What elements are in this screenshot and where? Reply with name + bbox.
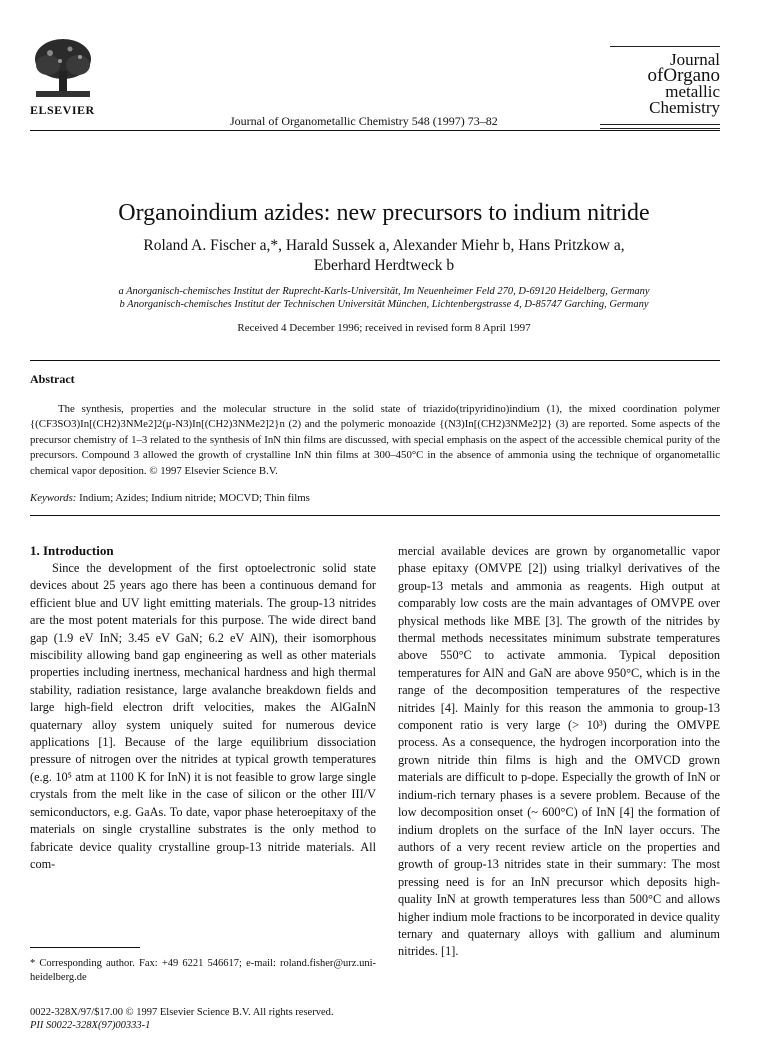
section-heading: 1. Introduction [30,543,114,558]
header-rule [600,124,720,125]
affiliation-b: b Anorganisch-chemisches Institut der Technischen Universität München, Lichtenbergstrasse 4, D-85747 Garching, Germany [119,299,649,310]
authors-line: Eberhard Herdtweck b [313,257,455,274]
abstract-text: The synthesis, properties and the molecular structure in the solid state of triazido(tripyridino)indium (1), the mixed coordination polymer {(CF3SO3)In[(CH2)3NMe2]2(μ-N3)In[(CH2)3NMe2]2}n (2) and the polymeric monoazide {(N3)In[(CH2)3NMe2]2} (3) are reported. Some aspects of the precursor chemistry of 1–3 related to the synthesis of InN thin films are discussed, with special emphasis on the aspect of the accessible chemical purity of the precursors. Compound 3 allowed the growth of crystalline InN thin films at 300–450°C in the absence of ammonia using the technique of organometallic chemical vapor deposition. © 1997 Elsevier Science B.V. [30,403,720,477]
journal-logo-line: ofOrgano [647,65,720,86]
header-rule [600,128,720,129]
abstract-top-rule [30,360,720,361]
copyright-line: 0022-328X/97/$17.00 © 1997 Elsevier Science B.V. All rights reserved. [30,1007,334,1018]
abstract-bottom-rule [30,515,720,516]
journal-logo [610,52,720,116]
article-title: Organoindium azides: new precursors to indium nitride [118,200,650,226]
left-column [30,560,376,873]
publisher-name: ELSEVIER [30,103,95,117]
journal-logo-line: Chemistry [649,98,720,117]
abstract-heading: Abstract [30,372,75,386]
pii-line: PII S0022-328X(97)00333-1 [30,1020,151,1031]
keywords [30,492,310,504]
keywords-list: Indium; Azides; Indium nitride; MOCVD; Thin films [79,492,310,504]
keywords-label: Keywords: [30,492,77,504]
journal-citation: Journal of Organometallic Chemistry 548 (1997) 73–82 [230,114,498,128]
received-dates: Received 4 December 1996; received in revised form 8 April 1997 [237,322,531,334]
footnote-rule [30,947,140,948]
authors-line: Roland A. Fischer a,*, Harald Sussek a, Alexander Miehr b, Hans Pritzkow a, [143,237,625,254]
right-column [398,543,720,961]
corresponding-author-footnote: * Corresponding author. Fax: +49 6221 546617; e-mail: roland.fisher@urz.uni-heidelberg.de [30,958,376,983]
affiliation-a: a Anorganisch-chemisches Institut der Ruprecht-Karls-Universität, Im Neuenheimer Feld 270, D-69120 Heidelberg, Germany [118,286,650,297]
affiliations [40,285,728,311]
journal-logo-line: Journal [669,50,720,69]
journal-logo-line: metallic [665,82,720,101]
body-paragraph: mercial available devices are grown by organometallic vapor phase epitaxy (OMVPE [2]) using trialkyl derivatives of the group-13 metals and ammonia as reagents. High output at comparably low costs are the main advantages of OMVPE over physical methods like MBE [3]. The growth of the nitrides by thermal methods necessitates minimum substrate temperatures above 550°C to activate ammonia. Typical deposition temperatures for AlN and GaN are above 950°C, which is in the range of the decomposition temperatures of the respective nitrides [4]. Mainly for this reason the ammonia to group-13 component ratio is very large (> 10³) during the OMVPE process. As a consequence, the hydrogen incorporation into the grown nitride thin films is high and the OMVCD grown materials are difficult to p-dope. Especially the growth of InN or indium-rich ternary phases is a severe problem. Because of the low decomposition onset (~ 600°C) of InN [4] the formation of indium droplets on the surface of the InN layer occurs. The authors of a very recent review article on the properties and growth of group-13 nitrides state in their summary: The most pressing need is for an InN precursor which deposits high-quality InN at growth temperatures less than 500°C and allows higher indium mole fractions to be incorporated in device quality ternary and quaternary alloys with gallium and aluminum nitrides. [1]. [398,544,720,959]
body-paragraph: Since the development of the first optoelectronic solid state devices about 25 years ago there has been a continuous demand for efficient blue and UV light emitting materials. The group-13 nitrides are the most potent materials for this purpose. The wide direct band gap (1.9 eV InN; 3.45 eV GaN; 6.2 eV AlN), their isomorphous miscibility allowing band gap engineering as well as other materials properties including inertness, mechanical hardness and high thermal stability, radiation resistance, large avalanche breakdown fields and large high-field electron drift velocities, makes the AlGaInN quaternary alloy system uniquely suited for numerous device applications [1]. Because of the large equilibrium dissociation pressure of nitrogen over the nitrides at typical growth temperatures (e.g. 10⁵ atm at 1100 K for InN) it is not feasible to grow large single crystals from the melt like in the case of silicon or the other III/V semiconductors, e.g. GaAs. To date, vapor phase heteroepitaxy of the materials on single crystalline substrates is the only method to fabricate device quality crystalline group-13 nitride materials. All com- [30,561,376,871]
elsevier-tree-logo-icon [30,35,96,101]
header-divider [30,130,720,131]
header-rule [610,46,720,47]
author-list [70,236,698,276]
